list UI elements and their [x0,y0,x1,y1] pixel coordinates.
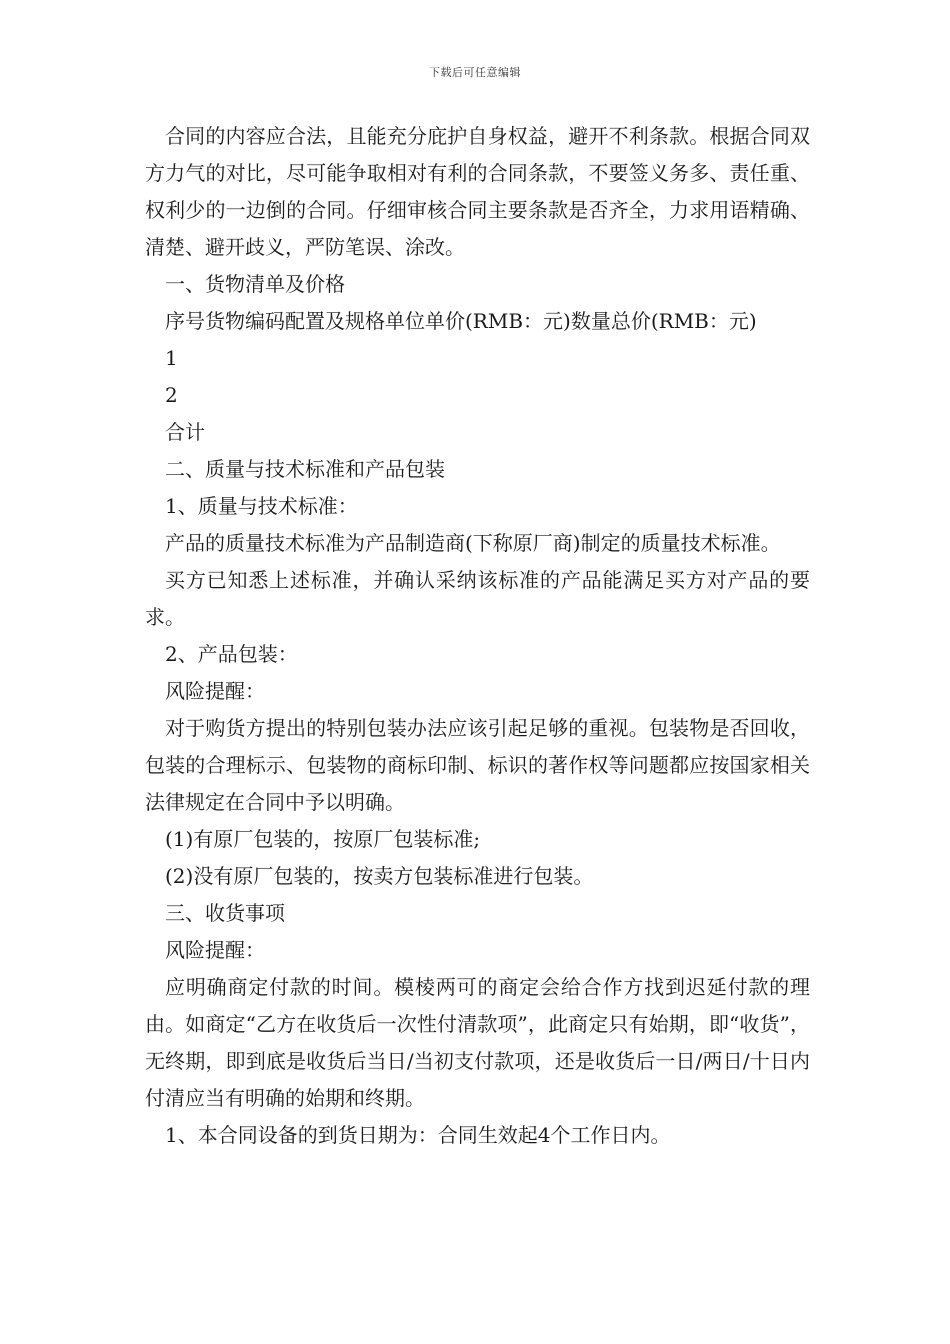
packaging-risk-paragraph: 对于购货方提出的特别包装办法应该引起足够的重视。包装物是否回收，包装的合理标示、包装物的商标印制、标识的著作权等问题都应按国家相关法律规定在合同中予以明确。 [145,716,810,814]
packaging-item-2: (2)没有原厂包装的，按卖方包装标准进行包装。 [165,864,594,888]
row-number-1: 1 [165,346,178,370]
intro-paragraph: 合同的内容应合法，且能充分庇护自身权益，避开不利条款。根据合同双方力气的对比，尽可能争取相对有利的合同条款，不要签义务多、责任重、权利少的一边倒的合同。仔细审核合同主要条款是否齐全，力求用语精确、清楚、避开歧义，严防笔误、涂改。 [145,124,810,259]
section-heading-goods-list: 一、货物清单及价格 [165,272,345,296]
packaging-item-1: (1)有原厂包装的，按原厂包装标准; [165,827,481,851]
risk-reminder-label: 风险提醒： [165,679,265,703]
subheading-packaging: 2、产品包装： [165,642,298,666]
quality-standard-paragraph: 产品的质量技术标准为产品制造商(下称原厂商)制定的质量技术标准。 [165,531,781,555]
section-heading-quality: 二、质量与技术标准和产品包装 [165,457,445,481]
section-heading-receiving: 三、收货事项 [165,901,285,925]
risk-reminder-label-2: 风险提醒： [165,938,265,962]
page-header: 下载后可任意编辑 [429,66,521,79]
document-body [145,118,810,1154]
total-label: 合计 [165,420,205,444]
subheading-quality-standard: 1、质量与技术标准： [165,494,358,518]
table-header-line: 序号货物编码配置及规格单位单价(RMB：元)数量总价(RMB：元) [165,309,757,333]
row-number-2: 2 [165,383,178,407]
payment-risk-paragraph: 应明确商定付款的时间。模棱两可的商定会给合作方找到迟延付款的理由。如商定“乙方在收货后一次性付清款项”，此商定只有始期，即“收货”，无终期，即到底是收货后当日/当初支付款项，还是收货后一日/两日/十日内付清应当有明确的始期和终期。 [145,975,810,1110]
buyer-acknowledgement-paragraph: 买方已知悉上述标准，并确认采纳该标准的产品能满足买方对产品的要求。 [145,568,810,629]
delivery-date-line: 1、本合同设备的到货日期为：合同生效起4个工作日内。 [165,1123,671,1147]
